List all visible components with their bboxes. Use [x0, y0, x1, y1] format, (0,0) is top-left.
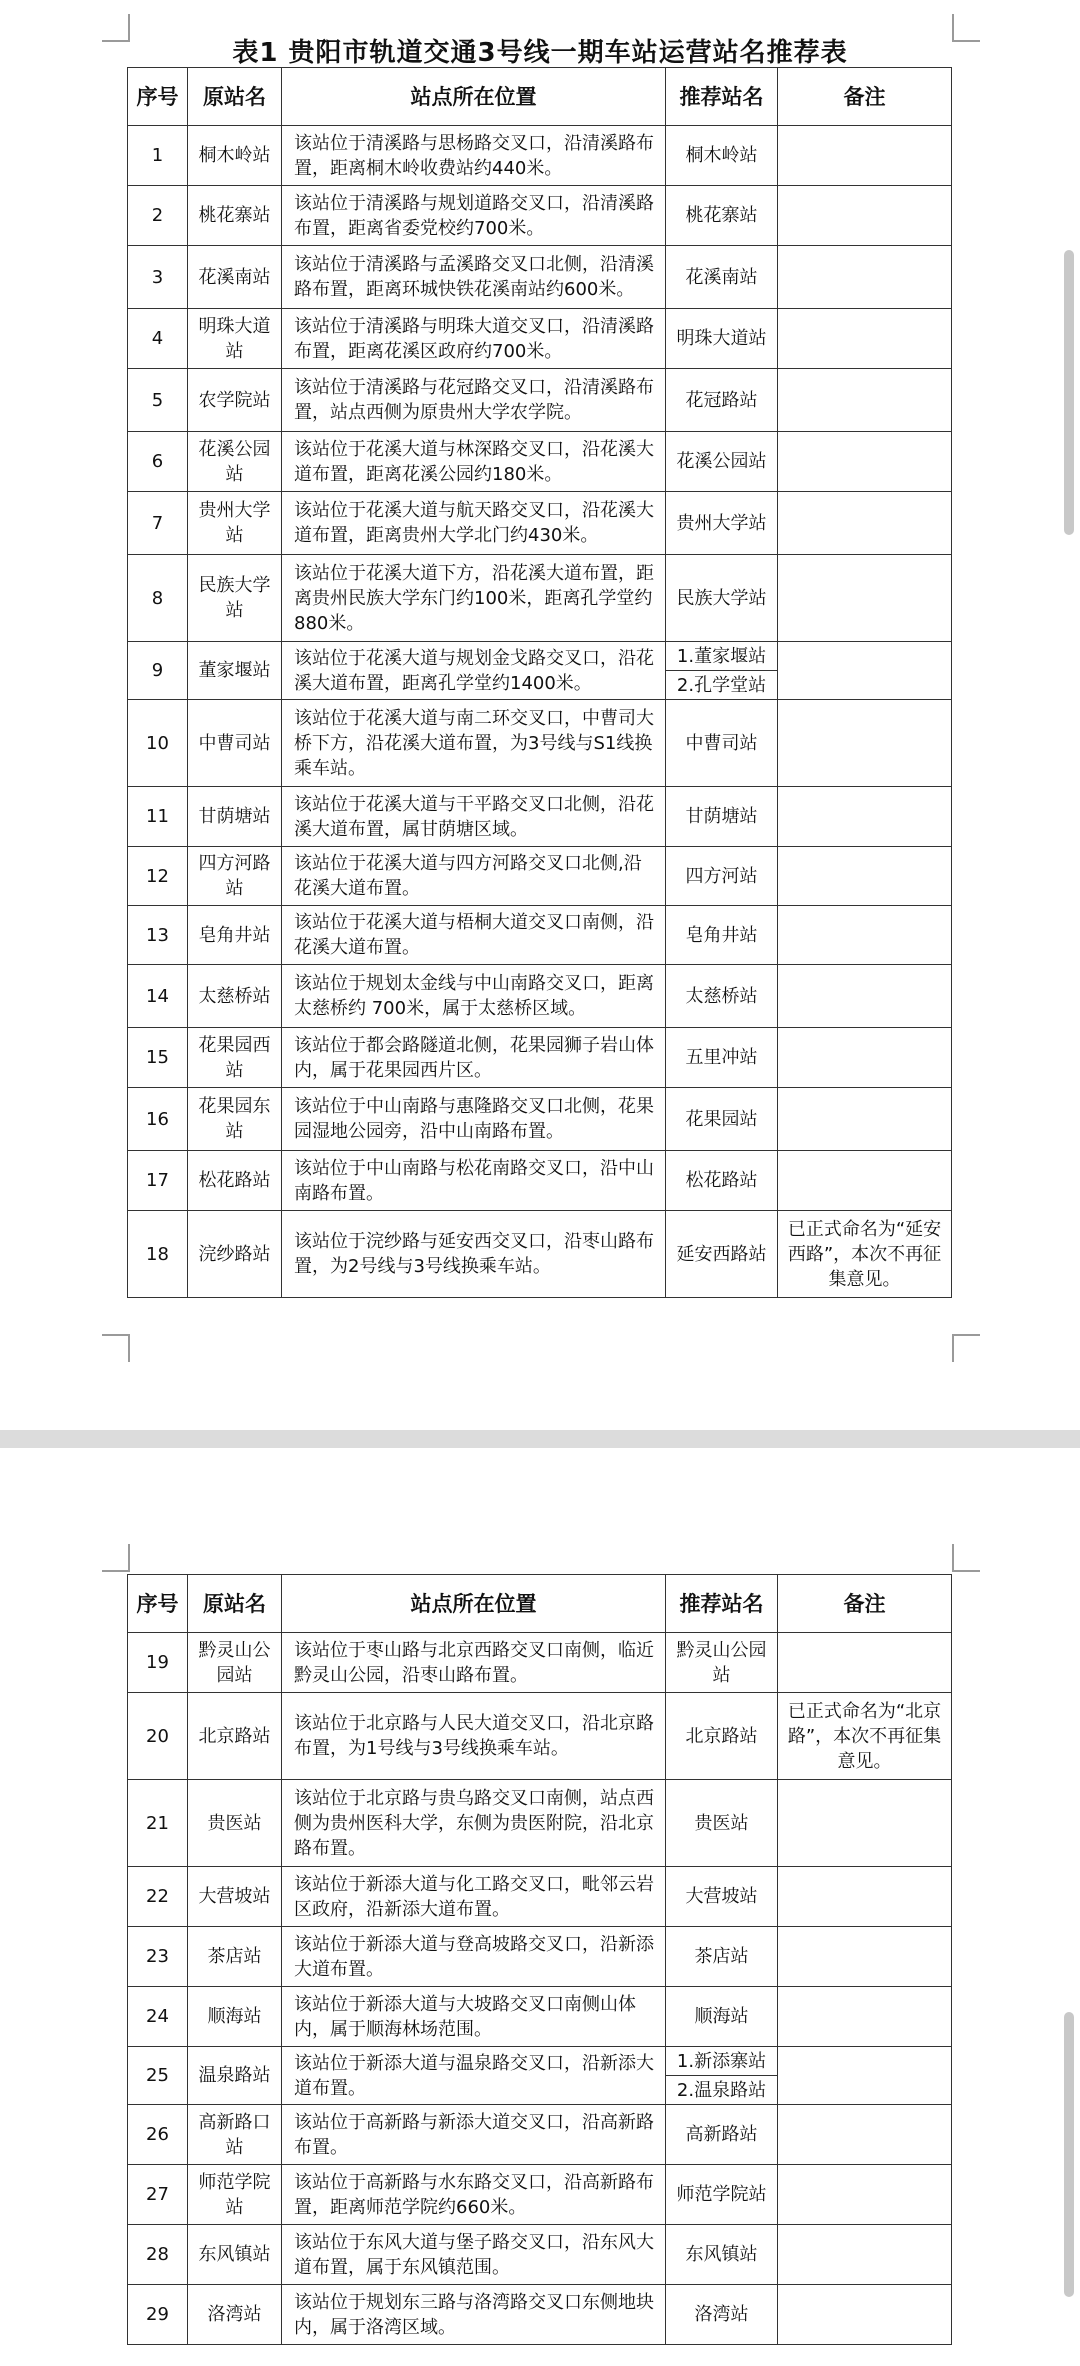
- table-row: [128, 700, 952, 787]
- cell-seq: 1: [128, 126, 188, 186]
- cell-location: 该站位于清溪路与花冠路交叉口，沿清溪路布置，站点西侧为原贵州大学农学院。: [282, 369, 666, 432]
- cell-original-name: 贵州大学站: [188, 492, 282, 555]
- table-row: [128, 906, 952, 965]
- cell-seq: 2: [128, 186, 188, 246]
- cell-seq: 7: [128, 492, 188, 555]
- cell-note: [778, 2285, 952, 2345]
- cell-seq: 13: [128, 906, 188, 965]
- table-row: [128, 1693, 952, 1780]
- crop-mark: [952, 1544, 980, 1572]
- cell-location: 该站位于枣山路与北京西路交叉口南侧，临近黔灵山公园，沿枣山路布置。: [282, 1633, 666, 1693]
- table-row: [128, 1780, 952, 1867]
- cell-recommended-name: 桐木岭站: [666, 126, 778, 186]
- cell-seq: 22: [128, 1867, 188, 1927]
- cell-location: 该站位于花溪大道与规划金戈路交叉口，沿花溪大道布置，距离孔学堂约1400米。: [282, 642, 666, 700]
- cell-recommended-name: 民族大学站: [666, 555, 778, 642]
- cell-note: [778, 787, 952, 847]
- cell-seq: 26: [128, 2105, 188, 2165]
- cell-recommended-name: 中曹司站: [666, 700, 778, 787]
- table-row: [128, 432, 952, 492]
- cell-original-name: 中曹司站: [188, 700, 282, 787]
- cell-location: 该站位于清溪路与明珠大道交叉口，沿清溪路布置，距离花溪区政府约700米。: [282, 309, 666, 369]
- cell-recommended-name: 四方河站: [666, 847, 778, 906]
- table-row: [128, 2285, 952, 2345]
- header-recommended-name: 推荐站名: [666, 68, 778, 126]
- cell-location: 该站位于北京路与人民大道交叉口，沿北京路布置，为1号线与3号线换乘车站。: [282, 1693, 666, 1780]
- cell-original-name: 花溪公园站: [188, 432, 282, 492]
- header-location: 站点所在位置: [282, 68, 666, 126]
- cell-recommended-name: 黔灵山公园站: [666, 1633, 778, 1693]
- cell-note: [778, 1867, 952, 1927]
- table-row: [128, 126, 952, 186]
- cell-note: [778, 309, 952, 369]
- header-seq: 序号: [128, 1575, 188, 1633]
- table-row: [128, 246, 952, 309]
- cell-location: 该站位于花溪大道与梧桐大道交叉口南侧，沿花溪大道布置。: [282, 906, 666, 965]
- cell-original-name: 太慈桥站: [188, 965, 282, 1028]
- cell-recommended-name: 明珠大道站: [666, 309, 778, 369]
- cell-seq: 10: [128, 700, 188, 787]
- cell-original-name: 东风镇站: [188, 2225, 282, 2285]
- table-row: [128, 1211, 952, 1298]
- cell-note: [778, 906, 952, 965]
- document-page-2: [0, 1448, 1080, 2366]
- scrollbar-thumb[interactable]: [1064, 250, 1074, 535]
- cell-recommended-name: 贵医站: [666, 1780, 778, 1867]
- cell-location: 该站位于花溪大道与干平路交叉口北侧，沿花溪大道布置，属甘荫塘区域。: [282, 787, 666, 847]
- cell-recommended-name: 花果园站: [666, 1088, 778, 1151]
- cell-location: 该站位于花溪大道下方，沿花溪大道布置，距离贵州民族大学东门约100米，距离孔学堂约880米。: [282, 555, 666, 642]
- cell-location: 该站位于花溪大道与南二环交叉口，中曹司大桥下方，沿花溪大道布置，为3号线与S1线换乘车站。: [282, 700, 666, 787]
- scrollbar-thumb[interactable]: [1064, 2012, 1074, 2297]
- cell-location: 该站位于中山南路与松花南路交叉口，沿中山南路布置。: [282, 1151, 666, 1211]
- cell-seq: 24: [128, 1987, 188, 2047]
- cell-note: [778, 492, 952, 555]
- crop-mark: [952, 1334, 980, 1362]
- cell-original-name: 花溪南站: [188, 246, 282, 309]
- cell-original-name: 师范学院站: [188, 2165, 282, 2225]
- cell-seq: 17: [128, 1151, 188, 1211]
- cell-recommended-name: 花冠路站: [666, 369, 778, 432]
- cell-note: [778, 700, 952, 787]
- header-location: 站点所在位置: [282, 1575, 666, 1633]
- cell-note: [778, 369, 952, 432]
- table-row: [128, 2047, 952, 2076]
- cell-original-name: 桃花寨站: [188, 186, 282, 246]
- cell-location: 该站位于北京路与贵乌路交叉口南侧，站点西侧为贵州医科大学，东侧为贵医附院，沿北京路布置。: [282, 1780, 666, 1867]
- cell-seq: 5: [128, 369, 188, 432]
- table-row: [128, 847, 952, 906]
- table-row: [128, 2105, 952, 2165]
- cell-note: [778, 1780, 952, 1867]
- cell-seq: 11: [128, 787, 188, 847]
- cell-recommended-name: 大营坡站: [666, 1867, 778, 1927]
- cell-seq: 19: [128, 1633, 188, 1693]
- crop-mark: [102, 1334, 130, 1362]
- cell-original-name: 顺海站: [188, 1987, 282, 2047]
- cell-note: [778, 246, 952, 309]
- cell-seq: 18: [128, 1211, 188, 1298]
- cell-seq: 25: [128, 2047, 188, 2105]
- table-row: [128, 2225, 952, 2285]
- cell-note: [778, 2105, 952, 2165]
- cell-recommended-name: 花溪南站: [666, 246, 778, 309]
- cell-seq: 23: [128, 1927, 188, 1987]
- cell-seq: 27: [128, 2165, 188, 2225]
- cell-location: 该站位于花溪大道与四方河路交叉口北侧,沿花溪大道布置。: [282, 847, 666, 906]
- cell-recommended-name-alt: 2.孔学堂站: [666, 671, 778, 700]
- cell-recommended-name: 皂角井站: [666, 906, 778, 965]
- cell-original-name: 茶店站: [188, 1927, 282, 1987]
- cell-seq: 28: [128, 2225, 188, 2285]
- cell-location: 该站位于花溪大道与航天路交叉口，沿花溪大道布置，距离贵州大学北门约430米。: [282, 492, 666, 555]
- cell-note: [778, 965, 952, 1028]
- cell-seq: 15: [128, 1028, 188, 1088]
- cell-original-name: 北京路站: [188, 1693, 282, 1780]
- table-header-row: [128, 1575, 952, 1633]
- cell-original-name: 甘荫塘站: [188, 787, 282, 847]
- header-note: 备注: [778, 1575, 952, 1633]
- cell-original-name: 高新路口站: [188, 2105, 282, 2165]
- cell-note: [778, 1927, 952, 1987]
- table-row: [128, 642, 952, 671]
- cell-recommended-name: 松花路站: [666, 1151, 778, 1211]
- table-header-row: [128, 68, 952, 126]
- table-row: [128, 787, 952, 847]
- cell-location: 该站位于清溪路与规划道路交叉口，沿清溪路布置，距离省委党校约700米。: [282, 186, 666, 246]
- cell-seq: 12: [128, 847, 188, 906]
- cell-location: 该站位于新添大道与化工路交叉口，毗邻云岩区政府，沿新添大道布置。: [282, 1867, 666, 1927]
- cell-location: 该站位于新添大道与温泉路交叉口，沿新添大道布置。: [282, 2047, 666, 2105]
- cell-recommended-name: 贵州大学站: [666, 492, 778, 555]
- table-row: [128, 369, 952, 432]
- cell-note: [778, 847, 952, 906]
- cell-location: 该站位于都会路隧道北侧，花果园狮子岩山体内，属于花果园西片区。: [282, 1028, 666, 1088]
- cell-location: 该站位于新添大道与大坡路交叉口南侧山体内，属于顺海林场范围。: [282, 1987, 666, 2047]
- cell-location: 该站位于高新路与水东路交叉口，沿高新路布置，距离师范学院约660米。: [282, 2165, 666, 2225]
- cell-note: [778, 1028, 952, 1088]
- header-note: 备注: [778, 68, 952, 126]
- cell-recommended-name: 北京路站: [666, 1693, 778, 1780]
- cell-seq: 4: [128, 309, 188, 369]
- table-row: [128, 1987, 952, 2047]
- cell-location: 该站位于清溪路与思杨路交叉口，沿清溪路布置，距离桐木岭收费站约440米。: [282, 126, 666, 186]
- cell-original-name: 贵医站: [188, 1780, 282, 1867]
- cell-original-name: 桐木岭站: [188, 126, 282, 186]
- page-separator: [0, 1430, 1080, 1448]
- cell-recommended-name: 师范学院站: [666, 2165, 778, 2225]
- table-row: [128, 309, 952, 369]
- cell-location: 该站位于中山南路与惠隆路交叉口北侧，花果园湿地公园旁，沿中山南路布置。: [282, 1088, 666, 1151]
- cell-original-name: 黔灵山公园站: [188, 1633, 282, 1693]
- cell-location: 该站位于花溪大道与林深路交叉口，沿花溪大道布置，距离花溪公园约180米。: [282, 432, 666, 492]
- table-row: [128, 965, 952, 1028]
- cell-seq: 6: [128, 432, 188, 492]
- header-original-name: 原站名: [188, 68, 282, 126]
- cell-recommended-name: 茶店站: [666, 1927, 778, 1987]
- cell-recommended-name: 花溪公园站: [666, 432, 778, 492]
- table-row: [128, 2165, 952, 2225]
- cell-note: [778, 2165, 952, 2225]
- cell-note: [778, 1633, 952, 1693]
- cell-recommended-name: 延安西路站: [666, 1211, 778, 1298]
- table-row: [128, 186, 952, 246]
- cell-seq: 14: [128, 965, 188, 1028]
- cell-original-name: 花果园东站: [188, 1088, 282, 1151]
- cell-note: [778, 2225, 952, 2285]
- cell-recommended-name: 甘荫塘站: [666, 787, 778, 847]
- cell-original-name: 明珠大道站: [188, 309, 282, 369]
- cell-location: 该站位于东风大道与堡子路交叉口，沿东风大道布置，属于东风镇范围。: [282, 2225, 666, 2285]
- cell-recommended-name: 太慈桥站: [666, 965, 778, 1028]
- cell-seq: 29: [128, 2285, 188, 2345]
- cell-seq: 21: [128, 1780, 188, 1867]
- cell-note: [778, 186, 952, 246]
- table-title: 表1 贵阳市轨道交通3号线一期车站运营站名推荐表: [232, 38, 848, 68]
- table-row: [128, 492, 952, 555]
- crop-mark: [102, 1544, 130, 1572]
- cell-recommended-name: 桃花寨站: [666, 186, 778, 246]
- cell-original-name: 温泉路站: [188, 2047, 282, 2105]
- cell-note: [778, 1151, 952, 1211]
- cell-original-name: 皂角井站: [188, 906, 282, 965]
- cell-note: [778, 126, 952, 186]
- header-seq: 序号: [128, 68, 188, 126]
- cell-original-name: 农学院站: [188, 369, 282, 432]
- cell-original-name: 董家堰站: [188, 642, 282, 700]
- cell-note: [778, 1987, 952, 2047]
- table-row: [128, 1867, 952, 1927]
- cell-original-name: 四方河路站: [188, 847, 282, 906]
- cell-location: 该站位于高新路与新添大道交叉口，沿高新路布置。: [282, 2105, 666, 2165]
- table-row: [128, 1151, 952, 1211]
- header-original-name: 原站名: [188, 1575, 282, 1633]
- cell-original-name: 洛湾站: [188, 2285, 282, 2345]
- cell-recommended-name-alt: 2.温泉路站: [666, 2076, 778, 2105]
- cell-location: 该站位于规划东三路与洛湾路交叉口东侧地块内，属于洛湾区域。: [282, 2285, 666, 2345]
- cell-original-name: 花果园西站: [188, 1028, 282, 1088]
- cell-original-name: 民族大学站: [188, 555, 282, 642]
- table-row: [128, 555, 952, 642]
- cell-seq: 9: [128, 642, 188, 700]
- cell-recommended-name: 顺海站: [666, 1987, 778, 2047]
- station-name-table-continued: [127, 1574, 952, 2345]
- cell-recommended-name: 1.董家堰站: [666, 642, 778, 671]
- cell-original-name: 浣纱路站: [188, 1211, 282, 1298]
- table-row: [128, 1028, 952, 1088]
- cell-recommended-name: 洛湾站: [666, 2285, 778, 2345]
- table-row: [128, 1088, 952, 1151]
- cell-note: [778, 2047, 952, 2105]
- station-name-table: [127, 67, 952, 1298]
- cell-recommended-name: 高新路站: [666, 2105, 778, 2165]
- cell-location: 该站位于浣纱路与延安西交叉口，沿枣山路布置，为2号线与3号线换乘车站。: [282, 1211, 666, 1298]
- cell-location: 该站位于清溪路与孟溪路交叉口北侧，沿清溪路布置，距离环城快铁花溪南站约600米。: [282, 246, 666, 309]
- cell-note: [778, 1088, 952, 1151]
- cell-recommended-name: 1.新添寨站: [666, 2047, 778, 2076]
- cell-location: 该站位于规划太金线与中山南路交叉口，距离太慈桥约 700米，属于太慈桥区域。: [282, 965, 666, 1028]
- cell-note: [778, 642, 952, 700]
- cell-original-name: 松花路站: [188, 1151, 282, 1211]
- cell-seq: 20: [128, 1693, 188, 1780]
- cell-seq: 8: [128, 555, 188, 642]
- cell-note: [778, 555, 952, 642]
- cell-seq: 3: [128, 246, 188, 309]
- cell-original-name: 大营坡站: [188, 1867, 282, 1927]
- cell-note: 已正式命名为“北京路”，本次不再征集意见。: [778, 1693, 952, 1780]
- cell-seq: 16: [128, 1088, 188, 1151]
- table-row: [128, 1927, 952, 1987]
- table-row: [128, 1633, 952, 1693]
- cell-note: 已正式命名为“延安西路”，本次不再征集意见。: [778, 1211, 952, 1298]
- cell-recommended-name: 五里冲站: [666, 1028, 778, 1088]
- cell-note: [778, 432, 952, 492]
- cell-recommended-name: 东风镇站: [666, 2225, 778, 2285]
- header-recommended-name: 推荐站名: [666, 1575, 778, 1633]
- cell-location: 该站位于新添大道与登高坡路交叉口，沿新添大道布置。: [282, 1927, 666, 1987]
